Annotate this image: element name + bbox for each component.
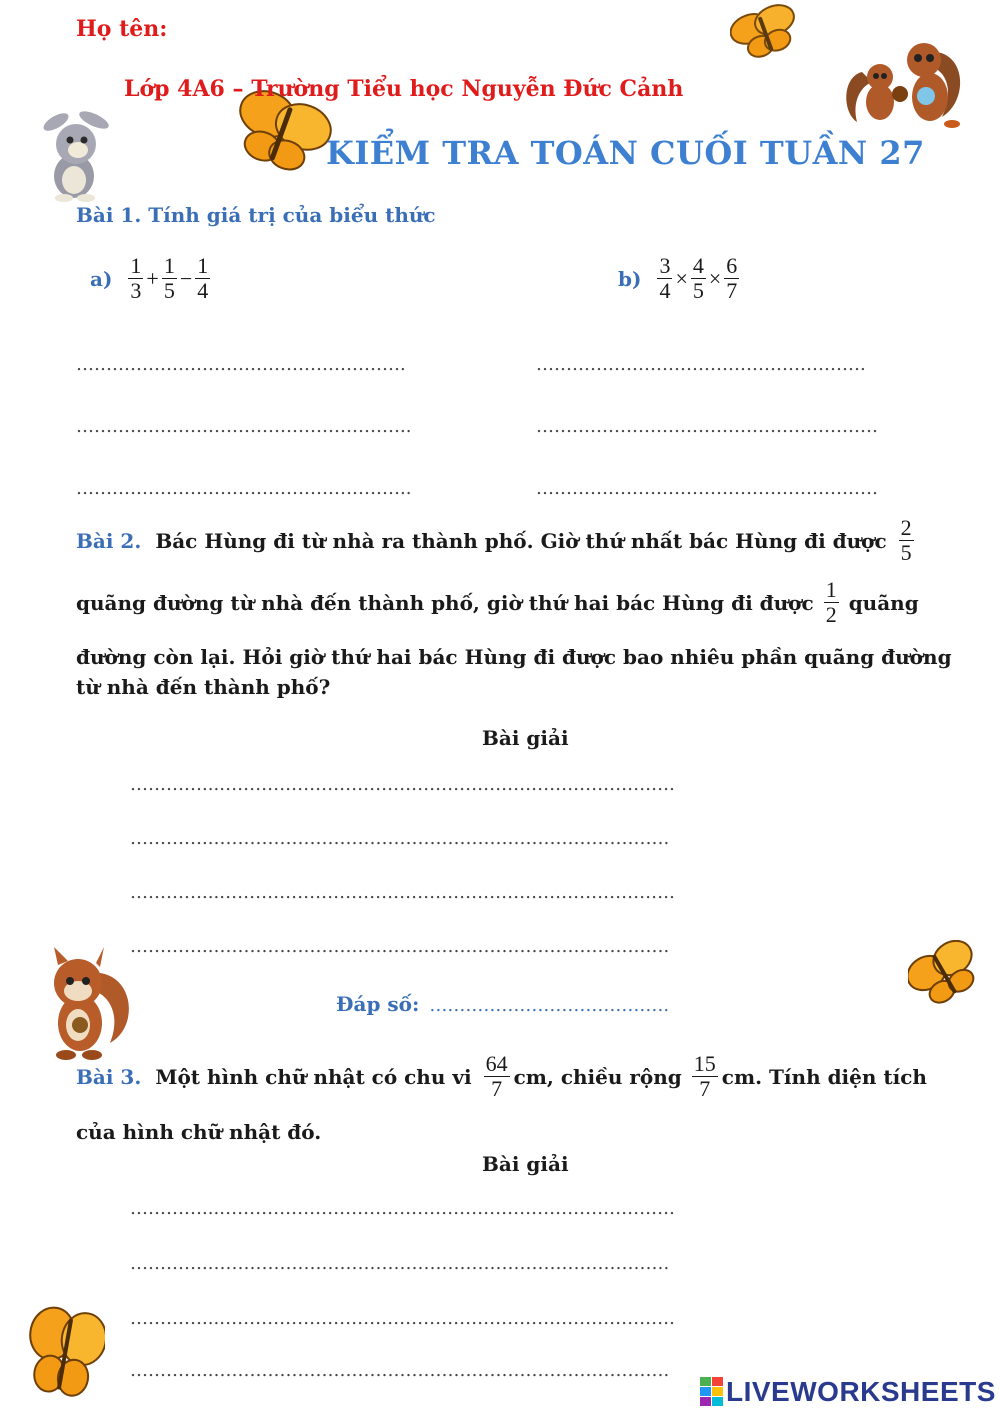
- denominator: 4: [659, 278, 671, 303]
- bai2-solution-label: Bài giải: [482, 726, 569, 750]
- fraction: [691, 254, 706, 303]
- liveworksheets-logo-icon: [700, 1377, 724, 1407]
- bai2-line2: [76, 578, 919, 627]
- numerator: 1: [163, 253, 175, 278]
- answer-line[interactable]: …………...………………………………………………………………….: [130, 774, 675, 795]
- denominator: 5: [692, 278, 704, 303]
- operator: ×: [708, 265, 722, 291]
- fraction: $\frac{2}{5}$: [900, 515, 912, 565]
- bai2-text3: quãng: [848, 590, 919, 615]
- numerator: 4: [692, 253, 704, 278]
- liveworksheets-logo: [700, 1376, 996, 1408]
- fraction: [657, 254, 672, 303]
- answer-line[interactable]: …………………………………………………: [536, 416, 878, 437]
- denominator: 5: [163, 278, 175, 303]
- fraction: [128, 254, 143, 303]
- class-line: Lớp 4A6 – Trường Tiểu học Nguyễn Đức Cảnh: [124, 76, 684, 102]
- bai2-line4: từ nhà đến thành phố?: [76, 675, 331, 699]
- fraction: [195, 254, 210, 303]
- name-label: Họ tên:: [76, 16, 168, 42]
- denominator: 4: [197, 278, 209, 303]
- answer-label: Đáp số:: [336, 992, 420, 1016]
- answer-line[interactable]: …………...………………………………………………………………….: [130, 882, 675, 903]
- bai3-line1: [76, 1052, 927, 1101]
- bai2-label: Bài 2.: [76, 528, 142, 553]
- rabbit-image: [34, 108, 114, 203]
- operator: −: [179, 265, 193, 291]
- bai3-line2: của hình chữ nhật đó.: [76, 1120, 322, 1144]
- bai1-a-label: a): [90, 266, 113, 291]
- page-title: KIỂM TRA TOÁN CUỐI TUẦN 27: [326, 134, 925, 172]
- operator: ×: [675, 265, 688, 291]
- squirrel-image: [30, 943, 135, 1063]
- fraction: $\frac{1}{2}$: [825, 577, 837, 627]
- answer-line[interactable]: ……………………………………………….: [76, 354, 406, 375]
- bai3-text1: Một hình chữ nhật có chu vi: [155, 1064, 472, 1089]
- fraction: $\frac{64}{7}$: [485, 1051, 508, 1101]
- bai2-line3: đường còn lại. Hỏi giờ thứ hai bác Hùng đi được bao nhiêu phần quãng đường: [76, 645, 952, 669]
- bai3-label: Bài 3.: [76, 1064, 142, 1089]
- answer-line[interactable]: ………………………………………………..: [76, 416, 412, 437]
- answer-line[interactable]: …………..………………………………………………………………….: [130, 828, 670, 849]
- butterfly-icon: [730, 2, 800, 62]
- butterfly-icon: [25, 1302, 105, 1407]
- bai1-a-expression: [90, 254, 212, 303]
- answer-line[interactable]: …………...………………………………………………………………….: [130, 1308, 675, 1329]
- fraction: [162, 254, 177, 303]
- bai3-text2: cm, chiều rộng: [513, 1064, 682, 1089]
- answer-line[interactable]: ………………………………………………..: [76, 478, 412, 499]
- bai1-b-expression: [618, 254, 741, 303]
- denominator: 7: [726, 278, 738, 303]
- numerator: 1: [130, 253, 142, 278]
- fraction: [724, 254, 739, 303]
- answer-line[interactable]: …………..………………………………………………………………….: [130, 1253, 670, 1274]
- operator: +: [146, 265, 159, 291]
- bai1-heading: Bài 1. Tính giá trị của biểu thức: [76, 203, 436, 227]
- denominator: 3: [130, 278, 142, 303]
- bai3-solution-label: Bài giải: [482, 1152, 569, 1176]
- answer-line[interactable]: ……………………………………………….: [536, 354, 866, 375]
- numerator: 1: [197, 253, 209, 278]
- bai2-answer: [336, 992, 669, 1016]
- liveworksheets-logo-text: LIVEWORKSHEETS: [726, 1376, 996, 1407]
- answer-line[interactable]: …………..………………………………………………………………….: [130, 1360, 670, 1381]
- answer-line[interactable]: …………...………………………………………………………………….: [130, 1198, 675, 1219]
- answer-line[interactable]: …………..………………………………………………………………….: [130, 936, 670, 957]
- bai2-line1: [76, 516, 916, 565]
- squirrels-image: [842, 32, 967, 132]
- numerator: 6: [726, 253, 738, 278]
- fraction: $\frac{15}{7}$: [693, 1051, 716, 1101]
- answer-line[interactable]: …………………………………………………: [536, 478, 878, 499]
- numerator: 3: [659, 253, 671, 278]
- bai1-b-label: b): [618, 266, 642, 291]
- bai2-text2: quãng đường từ nhà đến thành phố, giờ thứ hai bác Hùng đi được: [76, 590, 814, 615]
- bai2-text1: Bác Hùng đi từ nhà ra thành phố. Giờ thứ nhất bác Hùng đi được: [155, 528, 887, 553]
- bai3-text3: cm. Tính diện tích: [721, 1064, 927, 1089]
- answer-field[interactable]: ………………………………….: [429, 995, 670, 1016]
